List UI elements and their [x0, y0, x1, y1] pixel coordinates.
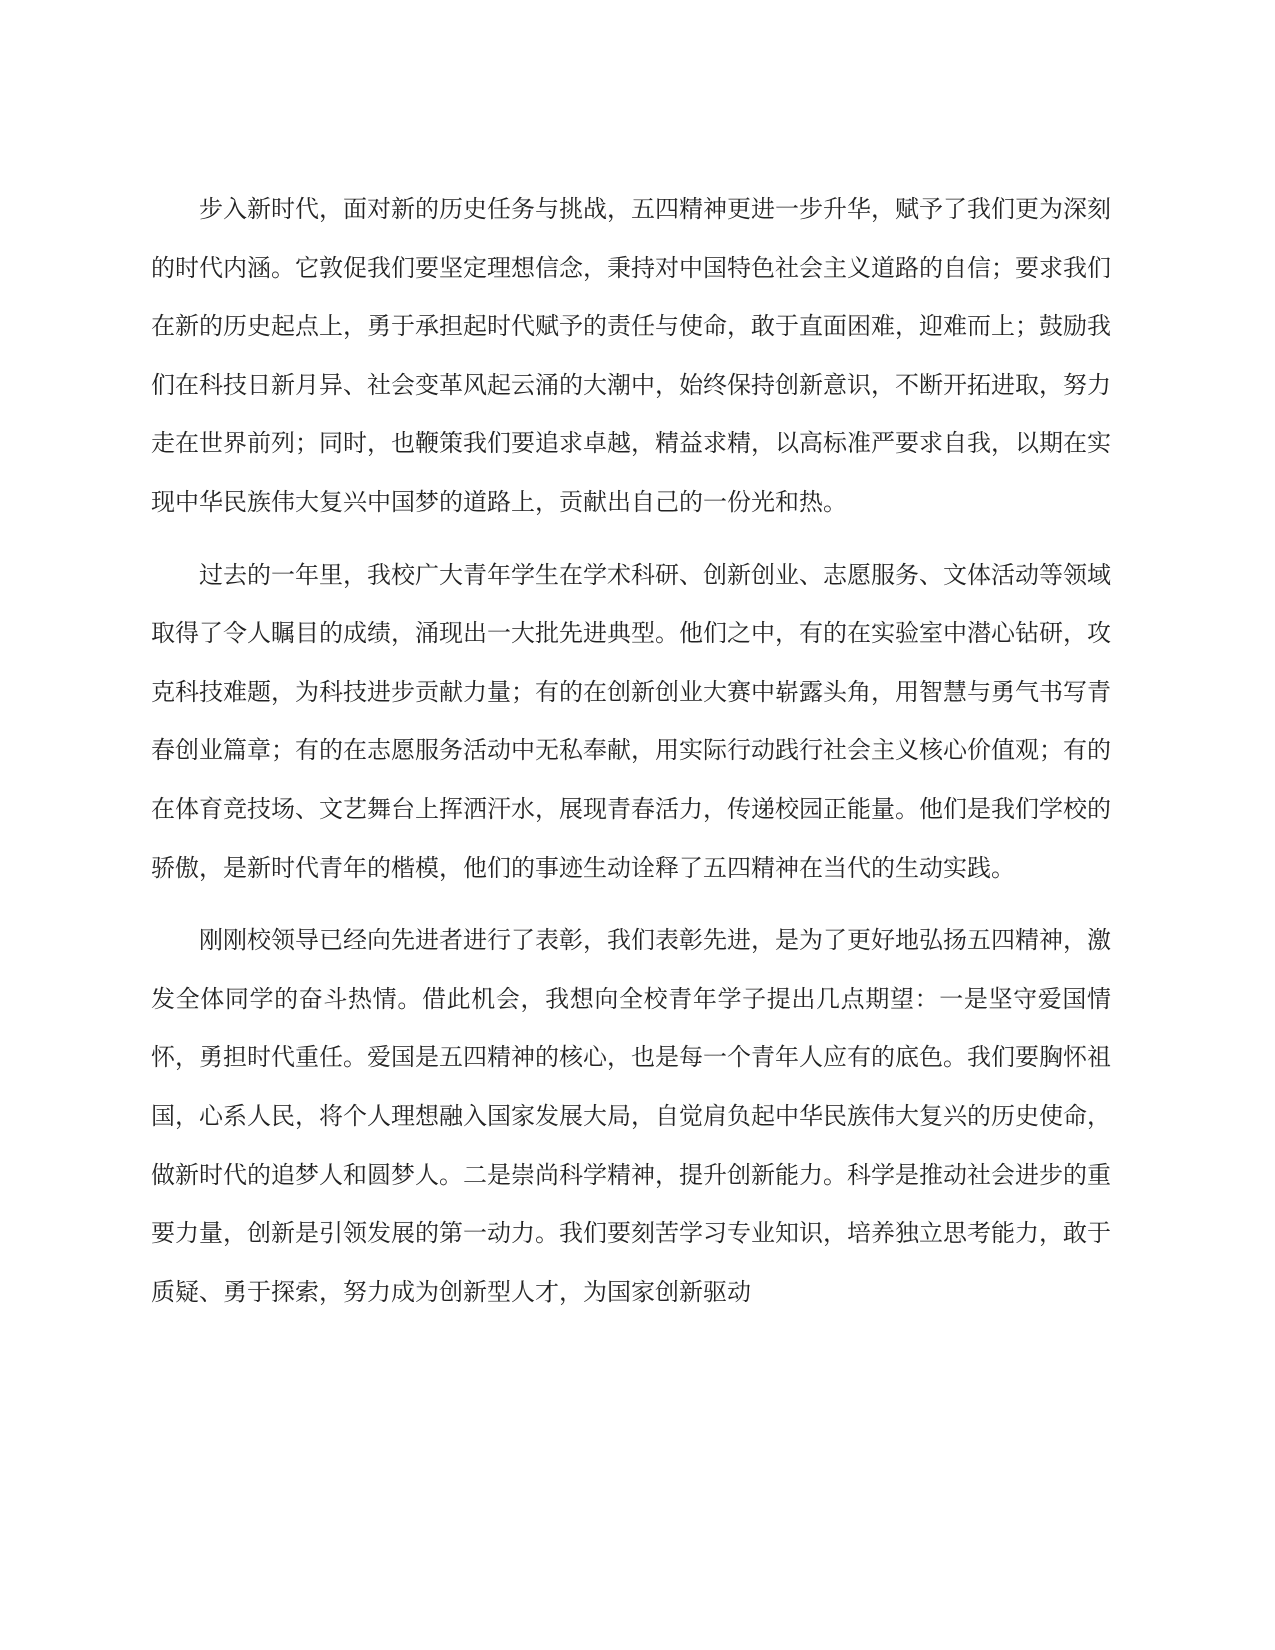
paragraph-expectations: 刚刚校领导已经向先进者进行了表彰，我们表彰先进，是为了更好地弘扬五四精神，激发全体同学的奋斗热情。借此机会，我想向全校青年学子提出几点期望：一是坚守爱国情怀，勇担时代重任。爱国是五四精神的核心，也是每一个青年人应有的底色。我们要胸怀祖国，心系人民，将个人理想融入国家发展大局，自觉肩负起中华民族伟大复兴的历史使命，做新时代的追梦人和圆梦人。二是崇尚科学精神，提升创新能力。科学是推动社会进步的重要力量，创新是引领发展的第一动力。我们要刻苦学习专业知识，培养独立思考能力，敢于质疑、勇于探索，努力成为创新型人才，为国家创新驱动 — [151, 926, 1111, 1306]
document-body — [151, 180, 1111, 1335]
paragraph-new-era: 步入新时代，面对新的历史任务与挑战，五四精神更进一步升华，赋予了我们更为深刻的时代内涵。它敦促我们要坚定理想信念，秉持对中国特色社会主义道路的自信；要求我们在新的历史起点上，勇于承担起时代赋予的责任与使命，敢于直面困难，迎难而上；鼓励我们在科技日新月异、社会变革风起云涌的大潮中，始终保持创新意识，不断开拓进取，努力走在世界前列；同时，也鞭策我们要追求卓越，精益求精，以高标准严要求自我，以期在实现中华民族伟大复兴中国梦的道路上，贡献出自己的一份光和热。 — [151, 195, 1111, 516]
paragraph-past-year-achievements: 过去的一年里，我校广大青年学生在学术科研、创新创业、志愿服务、文体活动等领域取得了令人瞩目的成绩，涌现出一大批先进典型。他们之中，有的在实验室中潜心钻研，攻克科技难题，为科技进步贡献力量；有的在创新创业大赛中崭露头角，用智慧与勇气书写青春创业篇章；有的在志愿服务活动中无私奉献，用实际行动践行社会主义核心价值观；有的在体育竞技场、文艺舞台上挥洒汗水，展现青春活力，传递校园正能量。他们是我们学校的骄傲，是新时代青年的楷模，他们的事迹生动诠释了五四精神在当代的生动实践。 — [151, 560, 1111, 882]
